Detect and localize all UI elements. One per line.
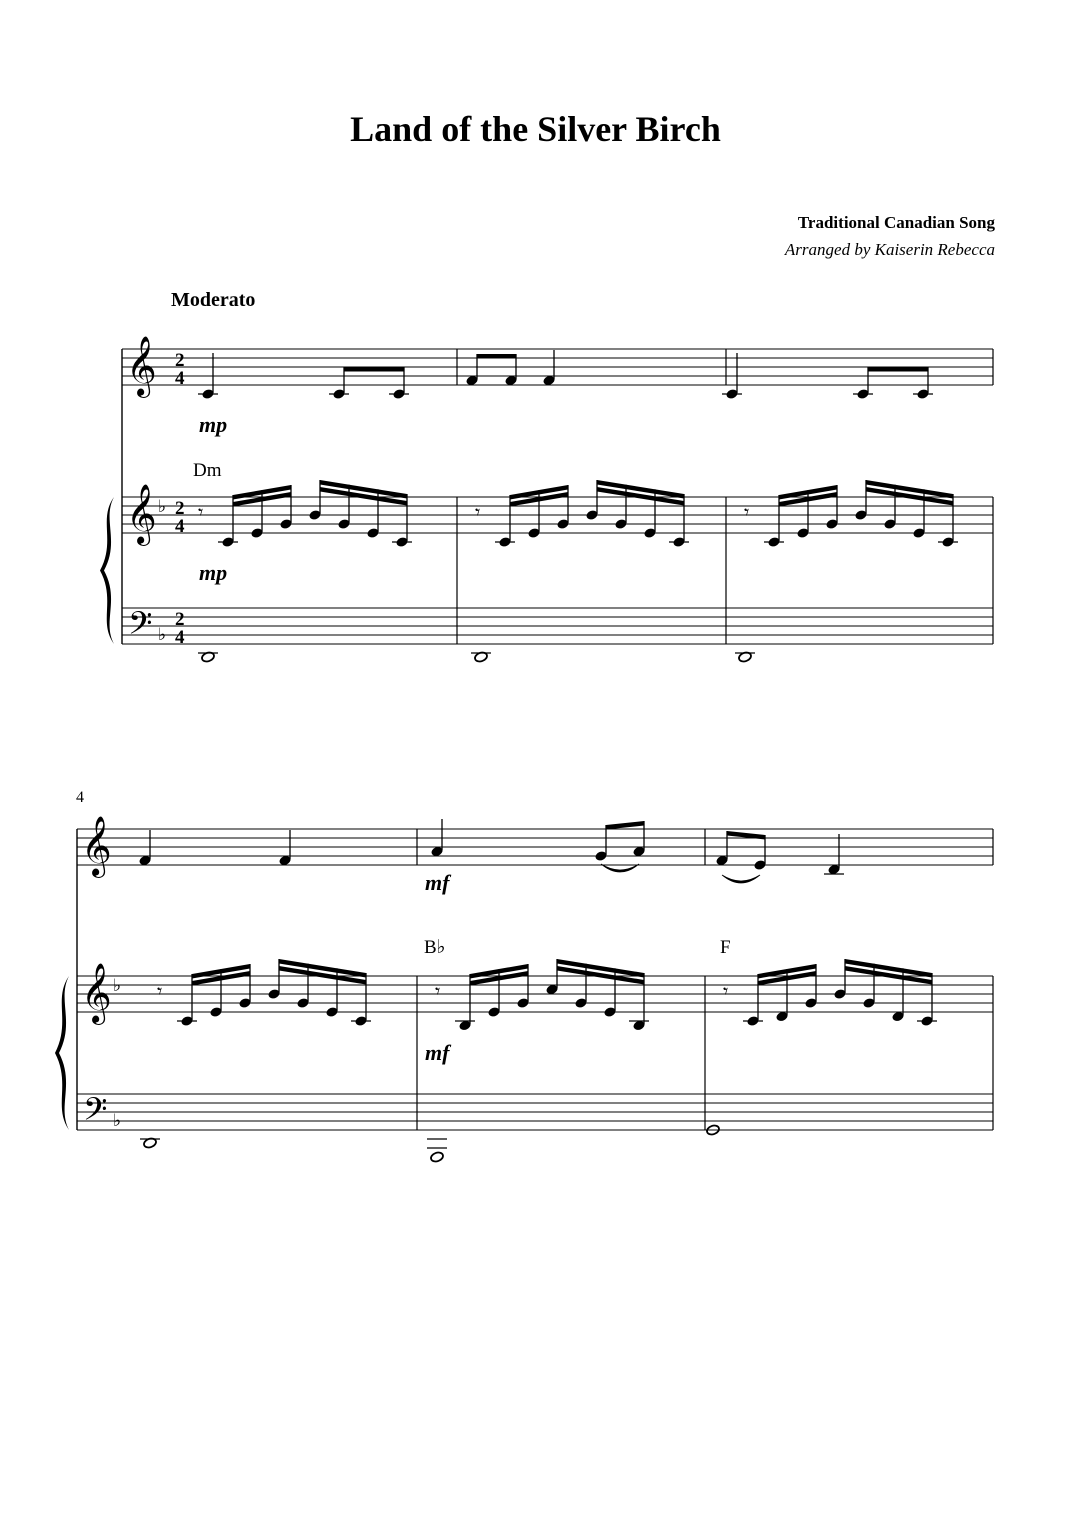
- time-signature-top: 2: [175, 350, 185, 371]
- piano-dynamic: mp: [199, 560, 228, 585]
- flat-icon: ♭: [113, 1111, 122, 1131]
- treble-clef-icon: 𝄞: [126, 484, 157, 544]
- brace-icon: [55, 976, 69, 1130]
- tempo-marking: Moderato: [171, 289, 256, 311]
- score-title: Land of the Silver Birch: [350, 109, 721, 149]
- measure-number: 4: [76, 789, 84, 806]
- eighth-rest-icon: 𝄾: [198, 500, 204, 524]
- chord-symbol: Dm: [193, 460, 222, 481]
- time-signature-bottom: 4: [175, 627, 185, 648]
- notation-layer: [55, 336, 993, 1163]
- melody-dynamic: mp: [199, 412, 228, 437]
- eighth-rest-icon: 𝄾: [744, 500, 750, 524]
- treble-clef-icon: 𝄞: [126, 336, 157, 396]
- chord-symbol: B♭: [424, 937, 446, 958]
- flat-icon: ♭: [158, 625, 167, 645]
- flat-icon: ♭: [113, 976, 122, 996]
- chord-symbol: F: [720, 937, 731, 958]
- time-signature-bottom: 4: [175, 368, 185, 389]
- eighth-rest-icon: 𝄾: [723, 979, 729, 1003]
- half-notehead: [430, 1151, 445, 1163]
- note-beam: [606, 821, 644, 830]
- composer-credit: Traditional Canadian Song: [797, 213, 995, 232]
- piano-dynamic: mf: [425, 1040, 450, 1065]
- brace-icon: [100, 497, 114, 644]
- eighth-rest-icon: 𝄾: [475, 500, 481, 524]
- time-signature-top: 2: [175, 498, 185, 519]
- flat-icon: ♭: [158, 497, 167, 517]
- arranger-credit: Arranged by Kaiserin Rebecca: [784, 240, 995, 259]
- treble-clef-icon: 𝄞: [81, 816, 112, 876]
- note-beam: [477, 354, 516, 359]
- eighth-rest-icon: 𝄾: [157, 979, 163, 1003]
- note-beam: [344, 367, 404, 372]
- bass-clef-icon: 𝄢: [128, 605, 153, 649]
- slur: [722, 875, 760, 883]
- time-signature-top: 2: [175, 609, 185, 630]
- time-signature-bottom: 4: [175, 516, 185, 537]
- note-beam: [868, 367, 928, 372]
- melody-dynamic: mf: [425, 870, 450, 895]
- eighth-rest-icon: 𝄾: [435, 979, 441, 1003]
- treble-clef-icon: 𝄞: [81, 963, 112, 1023]
- bass-clef-icon: 𝄢: [83, 1091, 108, 1135]
